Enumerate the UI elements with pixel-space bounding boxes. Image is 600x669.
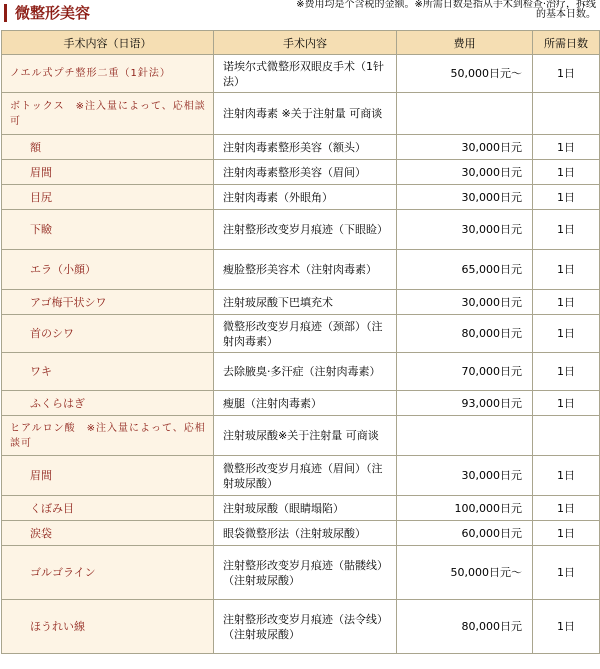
price-table bbox=[1, 30, 600, 654]
header-ja: 手术内容（日语） bbox=[2, 31, 214, 55]
treatment-ja-cell: 眉間 bbox=[2, 456, 214, 496]
treatment-zh-cell: 微整形改变岁月痕迹（眉间）（注射玻尿酸） bbox=[214, 456, 397, 496]
table-row bbox=[2, 496, 600, 521]
treatment-zh-cell: 瘦脸整形美容术（注射肉毒素） bbox=[214, 250, 397, 290]
table-row bbox=[2, 93, 600, 135]
days-cell: 1日 bbox=[533, 456, 600, 496]
table-row bbox=[2, 600, 600, 654]
days-cell bbox=[533, 416, 600, 456]
treatment-ja-cell: 下瞼 bbox=[2, 210, 214, 250]
days-cell: 1日 bbox=[533, 290, 600, 315]
treatment-ja-cell: くぼみ目 bbox=[2, 496, 214, 521]
days-cell: 1日 bbox=[533, 315, 600, 353]
treatment-ja-cell: 眉間 bbox=[2, 160, 214, 185]
days-cell: 1日 bbox=[533, 521, 600, 546]
price-cell: 65,000日元 bbox=[397, 250, 533, 290]
price-cell: 30,000日元 bbox=[397, 456, 533, 496]
treatment-zh-cell: 注射玻尿酸※关于注射量 可商谈 bbox=[214, 416, 397, 456]
table-header-row bbox=[2, 31, 600, 55]
days-cell: 1日 bbox=[533, 353, 600, 391]
page-header bbox=[0, 0, 600, 30]
header-price: 费用 bbox=[397, 31, 533, 55]
treatment-ja-cell: ノエル式プチ整形二重（1針法） bbox=[2, 55, 214, 93]
price-cell: 60,000日元 bbox=[397, 521, 533, 546]
days-cell: 1日 bbox=[533, 391, 600, 416]
price-cell: 50,000日元～ bbox=[397, 546, 533, 600]
treatment-ja-cell: 目尻 bbox=[2, 185, 214, 210]
treatment-zh-cell: 注射肉毒素整形美容（额头） bbox=[214, 135, 397, 160]
treatment-zh-cell: 注射肉毒素 ※关于注射量 可商谈 bbox=[214, 93, 397, 135]
table-row bbox=[2, 416, 600, 456]
days-cell: 1日 bbox=[533, 135, 600, 160]
table-row bbox=[2, 290, 600, 315]
treatment-zh-cell: 注射肉毒素整形美容（眉间） bbox=[214, 160, 397, 185]
treatment-ja-cell: ワキ bbox=[2, 353, 214, 391]
days-cell bbox=[533, 93, 600, 135]
table-row bbox=[2, 315, 600, 353]
days-cell: 1日 bbox=[533, 250, 600, 290]
treatment-ja-cell: 首のシワ bbox=[2, 315, 214, 353]
table-row bbox=[2, 250, 600, 290]
treatment-ja-cell: ふくらはぎ bbox=[2, 391, 214, 416]
days-cell: 1日 bbox=[533, 55, 600, 93]
treatment-ja-cell: ほうれい線 bbox=[2, 600, 214, 654]
treatment-ja-cell: アゴ梅干状シワ bbox=[2, 290, 214, 315]
treatment-zh-cell: 注射整形改变岁月痕迹（下眼睑） bbox=[214, 210, 397, 250]
treatment-ja-cell: ヒアルロン酸 ※注入量によって、応相談可 bbox=[2, 416, 214, 456]
price-note: ※费用均是个含税的金额。※所需日数是指从手术到检查·治疗，拆线的基本日数。 bbox=[296, 0, 596, 20]
price-cell: 30,000日元 bbox=[397, 185, 533, 210]
treatment-zh-cell: 去除腋臭·多汗症（注射肉毒素） bbox=[214, 353, 397, 391]
table-row bbox=[2, 55, 600, 93]
days-cell: 1日 bbox=[533, 600, 600, 654]
treatment-zh-cell: 瘦腿（注射肉毒素） bbox=[214, 391, 397, 416]
table-row bbox=[2, 546, 600, 600]
treatment-zh-cell: 注射玻尿酸下巴填充术 bbox=[214, 290, 397, 315]
table-row bbox=[2, 135, 600, 160]
treatment-zh-cell: 注射整形改变岁月痕迹（法令线）（注射玻尿酸） bbox=[214, 600, 397, 654]
price-cell: 50,000日元～ bbox=[397, 55, 533, 93]
table-row bbox=[2, 391, 600, 416]
treatment-zh-cell: 诺埃尔式微整形双眼皮手术（1针法） bbox=[214, 55, 397, 93]
price-cell bbox=[397, 416, 533, 456]
days-cell: 1日 bbox=[533, 160, 600, 185]
treatment-ja-cell: ボトックス ※注入量によって、応相談可 bbox=[2, 93, 214, 135]
treatment-ja-cell: エラ（小顔） bbox=[2, 250, 214, 290]
price-cell: 30,000日元 bbox=[397, 210, 533, 250]
days-cell: 1日 bbox=[533, 185, 600, 210]
header-zh: 手术内容 bbox=[214, 31, 397, 55]
price-cell: 30,000日元 bbox=[397, 160, 533, 185]
table-row bbox=[2, 521, 600, 546]
page-title: 微整形美容 bbox=[4, 4, 90, 22]
price-cell: 100,000日元 bbox=[397, 496, 533, 521]
treatment-zh-cell: 眼袋微整形法（注射玻尿酸） bbox=[214, 521, 397, 546]
days-cell: 1日 bbox=[533, 496, 600, 521]
treatment-ja-cell: 涙袋 bbox=[2, 521, 214, 546]
treatment-zh-cell: 注射玻尿酸（眼睛塌陷） bbox=[214, 496, 397, 521]
treatment-zh-cell: 注射整形改变岁月痕迹（骷髅线）（注射玻尿酸） bbox=[214, 546, 397, 600]
price-cell: 93,000日元 bbox=[397, 391, 533, 416]
price-cell: 70,000日元 bbox=[397, 353, 533, 391]
treatment-ja-cell: 額 bbox=[2, 135, 214, 160]
header-days: 所需日数 bbox=[533, 31, 600, 55]
price-cell: 30,000日元 bbox=[397, 135, 533, 160]
days-cell: 1日 bbox=[533, 210, 600, 250]
price-cell: 30,000日元 bbox=[397, 290, 533, 315]
table-row bbox=[2, 353, 600, 391]
table-row bbox=[2, 456, 600, 496]
table-row bbox=[2, 160, 600, 185]
price-cell bbox=[397, 93, 533, 135]
treatment-zh-cell: 微整形改变岁月痕迹（颈部）（注射肉毒素） bbox=[214, 315, 397, 353]
table-body bbox=[2, 55, 600, 654]
days-cell: 1日 bbox=[533, 546, 600, 600]
treatment-ja-cell: ゴルゴライン bbox=[2, 546, 214, 600]
treatment-zh-cell: 注射肉毒素（外眼角） bbox=[214, 185, 397, 210]
price-cell: 80,000日元 bbox=[397, 600, 533, 654]
price-cell: 80,000日元 bbox=[397, 315, 533, 353]
table-row bbox=[2, 185, 600, 210]
table-row bbox=[2, 210, 600, 250]
